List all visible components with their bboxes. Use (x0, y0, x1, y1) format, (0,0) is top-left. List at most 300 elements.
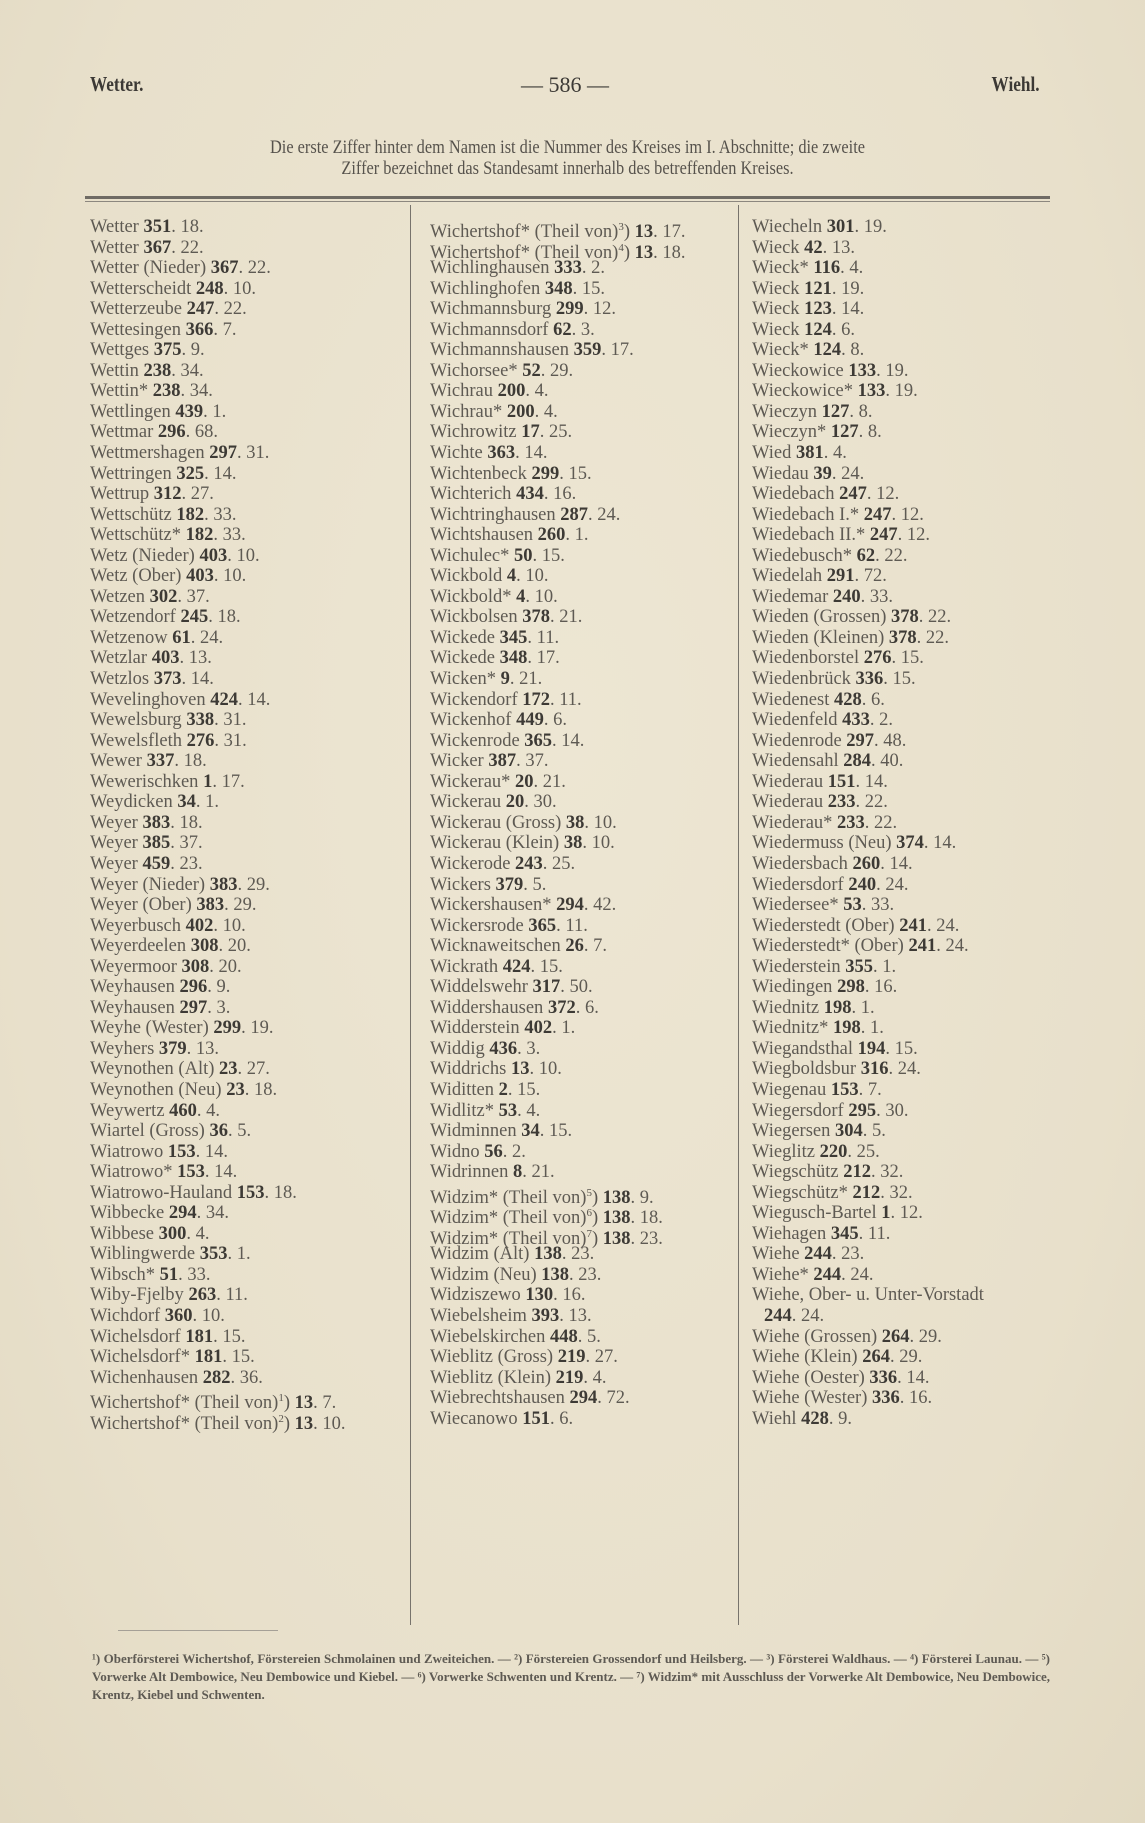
index-entry: Wetzendorf 245. 18. (90, 607, 241, 628)
standesamt-number: 4. (832, 443, 847, 464)
footnote-ref: 6 (586, 1207, 592, 1220)
kreis-number: 373 (153, 669, 182, 690)
kreis-number: 1 (203, 771, 213, 792)
place-name: Wichtenbeck (430, 463, 527, 484)
standesamt-number: 17. (662, 222, 686, 243)
standesamt-number: 9. (639, 1187, 654, 1208)
place-name: Wichmannshausen (430, 340, 569, 361)
place-name: Wichorsee* (430, 360, 518, 381)
place-name: Wiederstedt (Ober) (752, 915, 895, 936)
kreis-number: 348 (499, 648, 528, 669)
index-entry: Widzim* (Theil von)$^7$) 138. 23. (430, 1227, 663, 1249)
standesamt-number: 36. (239, 1367, 263, 1388)
index-column-1 (90, 217, 390, 1434)
standesamt-number: 5. (532, 874, 547, 895)
kreis-number: 241 (908, 936, 937, 957)
place-name: Wiegschütz (752, 1162, 839, 1183)
kreis-number: 351 (143, 217, 172, 237)
kreis-number: 17 (521, 422, 540, 443)
index-entry: Wiederau* 233. 22. (752, 812, 898, 833)
index-entry: Wichtshausen 260. 1. (430, 525, 589, 546)
kreis-number: 276 (863, 648, 892, 669)
place-name: Wettin* (90, 381, 149, 402)
place-name: Wiehe (752, 1244, 800, 1265)
standesamt-number: 12. (592, 299, 616, 320)
index-entry: Wiehe (Grossen) 264. 29. (752, 1326, 942, 1347)
standesamt-number: 14. (204, 1141, 228, 1162)
standesamt-number: 4. (592, 1367, 607, 1388)
index-entry: Wickershausen* 294. 42. (430, 895, 617, 916)
index-entry: Wieglitz 220. 25. (752, 1141, 880, 1162)
standesamt-number: 29. (549, 360, 574, 381)
place-name: Wichenhausen (90, 1367, 199, 1388)
place-name: Wichtringhausen (430, 504, 556, 525)
place-name: Wiedebach (752, 484, 835, 505)
kreis-number: 284 (843, 751, 871, 772)
place-name: Wiegandsthal (752, 1038, 853, 1059)
index-entry: Wevelinghoven 424. 14. (90, 689, 271, 710)
place-name: Wichmannsdorf (430, 319, 549, 340)
kreis-number: 297 (846, 730, 875, 751)
place-name: Wiehe (Klein) (752, 1347, 858, 1368)
place-name: Wiedersee* (752, 895, 839, 916)
kreis-number: 20 (515, 771, 534, 792)
standesamt-number: 1. (561, 1018, 576, 1039)
standesamt-number: 18. (180, 217, 204, 237)
index-entry: Wewerischken 1. 17. (90, 771, 245, 792)
standesamt-number: 10. (223, 566, 247, 587)
kreis-number: 304 (834, 1121, 863, 1142)
place-name: Wetzlar (90, 648, 148, 669)
place-name: Wichertshof* (Theil von) (90, 1413, 279, 1434)
place-name: Wickbold* (430, 586, 512, 607)
standesamt-number: 9. (190, 340, 205, 361)
index-entry: Wicken* 9. 21. (430, 669, 543, 690)
column-divider-1 (410, 205, 411, 1625)
place-name: Wickers (430, 874, 491, 895)
kreis-number: 367 (210, 258, 239, 279)
place-name: Wevelinghoven (90, 689, 206, 710)
kreis-number: 56 (484, 1141, 503, 1162)
place-name: Wichrau (430, 381, 493, 402)
standesamt-number: 15. (894, 1038, 918, 1059)
standesamt-number: 1. (860, 997, 875, 1018)
place-name: Wiebelskirchen (430, 1326, 546, 1347)
standesamt-number: 14. (933, 833, 957, 854)
standesamt-number: 13. (831, 237, 856, 258)
index-entry: Wickerau (Gross) 38. 10. (430, 812, 617, 833)
column-divider-2 (738, 205, 739, 1625)
place-name: Wickerode (430, 853, 511, 874)
kreis-number: 238 (152, 381, 181, 402)
index-entry: Weywertz 460. 4. (90, 1100, 221, 1121)
index-entry: Wiederau 151. 14. (752, 771, 888, 792)
index-entry: Wichelsdorf 181. 15. (90, 1326, 246, 1347)
index-entry: Wiegboldsbur 316. 24. (752, 1059, 921, 1080)
standesamt-number: 29. (233, 895, 257, 916)
kreis-number: 34 (521, 1121, 540, 1142)
kreis-number: 294 (168, 1203, 197, 1224)
standesamt-number: 19. (863, 217, 887, 237)
place-name: Wiedersdorf (752, 874, 844, 895)
index-entry: Wiblingwerde 353. 1. (90, 1244, 251, 1265)
standesamt-number: 8. (867, 422, 882, 443)
kreis-number: 151 (522, 1408, 550, 1429)
kreis-number: 8 (513, 1162, 523, 1183)
index-entry: Wicker 387. 37. (430, 751, 549, 772)
standesamt-number: 15. (548, 1121, 573, 1142)
kreis-number: 448 (549, 1326, 578, 1347)
place-name: Wiedersbach (752, 853, 848, 874)
kreis-number: 1 (881, 1203, 891, 1224)
index-entry: Wiegschütz 212. 32. (752, 1162, 904, 1183)
kreis-number: 379 (158, 1038, 187, 1059)
index-entry: Wetzen 302. 37. (90, 586, 210, 607)
standesamt-number: 16. (909, 1388, 933, 1409)
index-entry: Wiedenrode 297. 48. (752, 730, 907, 751)
index-entry: Wiedebach I.* 247. 12. (752, 504, 924, 525)
index-entry: Wiedebusch* 62. 22. (752, 545, 908, 566)
index-entry: Wiederstein 355. 1. (752, 956, 897, 977)
place-name: Weynothen (Alt) (90, 1059, 215, 1080)
index-entry: Widno 56. 2. (430, 1141, 526, 1162)
place-name: Wichmannsburg (430, 299, 552, 320)
kreis-number: 219 (555, 1367, 584, 1388)
standesamt-number: 19. (894, 381, 918, 402)
kreis-number: 424 (502, 956, 531, 977)
place-name: Wiehe* (752, 1264, 809, 1285)
index-entry: Widitten 2. 15. (430, 1079, 541, 1100)
kreis-number: 62 (553, 319, 572, 340)
standesamt-number: 13. (188, 648, 212, 669)
standesamt-number: 25. (548, 422, 573, 443)
place-name: Wieck (752, 299, 800, 320)
standesamt-number: 31. (246, 443, 270, 464)
place-name: Wiby-Fjelby (90, 1285, 184, 1306)
footnote-ref: 4 (618, 241, 624, 254)
index-entry: Wiedersee* 53. 33. (752, 895, 895, 916)
kreis-number: 130 (525, 1285, 554, 1306)
index-entry: Weyhe (Wester) 299. 19. (90, 1018, 274, 1039)
kreis-number: 308 (181, 956, 210, 977)
index-column-3 (752, 217, 1082, 1429)
place-name: Widno (430, 1141, 480, 1162)
kreis-number: 241 (899, 915, 927, 936)
kreis-number: 260 (537, 525, 566, 546)
standesamt-number: 15. (222, 1326, 246, 1347)
place-name: Wieck (752, 278, 800, 299)
standesamt-number: 34. (180, 360, 204, 381)
place-name: Wiedenfeld (752, 710, 838, 731)
index-entry: Widminnen 34. 15. (430, 1121, 573, 1142)
place-name: Wiehe (Oester) (752, 1367, 865, 1388)
kreis-number: 276 (186, 730, 215, 751)
place-name: Wiederstein (752, 956, 841, 977)
standesamt-number: 10. (222, 915, 246, 936)
place-name: Wettges (90, 340, 150, 361)
place-name: Wewerischken (90, 771, 199, 792)
footnote-ref: 2 (278, 1412, 284, 1425)
index-entry: Wickers 379. 5. (430, 874, 547, 895)
standesamt-number: 1. (205, 792, 220, 813)
index-entry: Weyhausen 296. 9. (90, 977, 231, 998)
standesamt-number: 10. (201, 1305, 225, 1326)
place-name: Wichertshof* (Theil von) (430, 222, 619, 243)
standesamt-number: 8. (858, 401, 873, 422)
place-name: Wickendorf (430, 689, 518, 710)
index-entry: Wichenhausen 282. 36. (90, 1367, 263, 1388)
standesamt-number: 32. (880, 1162, 904, 1183)
place-name: Weyhe (Wester) (90, 1018, 209, 1039)
standesamt-number: 23. (639, 1228, 663, 1249)
kreis-number: 13 (634, 222, 654, 243)
kreis-number: 378 (891, 607, 919, 628)
kreis-number: 13 (294, 1413, 314, 1434)
index-entry: Weyer (Ober) 383. 29. (90, 895, 257, 916)
index-entry: Widderstein 402. 1. (430, 1018, 576, 1039)
index-entry: Wichmannsburg 299. 12. (430, 299, 616, 320)
index-entry: Widrinnen 8. 21. (430, 1162, 555, 1183)
place-name: Wieck (752, 237, 800, 258)
place-name: Widziszewo (430, 1285, 521, 1306)
standesamt-number: 24. (885, 874, 909, 895)
kreis-number: 436 (489, 1038, 518, 1059)
kreis-number: 138 (541, 1264, 569, 1285)
place-name: Wieckowice* (752, 381, 853, 402)
index-entry: Wiedebach II.* 247. 12. (752, 525, 931, 546)
kreis-number: 360 (164, 1305, 193, 1326)
standesamt-number: 14. (247, 689, 271, 710)
place-name: Wieck* (752, 258, 809, 279)
kreis-number: 247 (186, 299, 215, 320)
kreis-number: 13 (634, 242, 654, 263)
index-entry: Wickenrode 365. 14. (430, 730, 585, 751)
index-entry: Wieck 42. 13. (752, 237, 856, 258)
kreis-number: 247 (863, 504, 892, 525)
kreis-number: 127 (821, 401, 850, 422)
place-name: Wichtshausen (430, 525, 534, 546)
standesamt-number: 34. (205, 1203, 229, 1224)
index-entry: Wiegenau 153. 7. (752, 1079, 882, 1100)
kreis-number: 300 (158, 1223, 187, 1244)
index-entry: Wieczyn* 127. 8. (752, 422, 882, 443)
index-entry: Wewer 337. 18. (90, 751, 207, 772)
place-name: Wickershausen* (430, 895, 552, 916)
place-name: Widdelswehr (430, 977, 528, 998)
standesamt-number: 37. (525, 751, 549, 772)
kreis-number: 460 (169, 1100, 197, 1121)
index-entry: Widzim (Neu) 138. 23. (430, 1264, 602, 1285)
index-entry: Wiederau 233. 22. (752, 792, 888, 813)
standesamt-number: 14. (214, 1162, 238, 1183)
place-name: Wiedermuss (Neu) (752, 833, 892, 854)
standesamt-number: 19. (885, 360, 909, 381)
index-entry: Wieblitz (Klein) 219. 4. (430, 1367, 607, 1388)
index-entry: Wickerau 20. 30. (430, 792, 557, 813)
place-name: Wiederau (752, 792, 824, 813)
place-name: Wewer (90, 751, 142, 772)
index-entry: Wetter (Nieder) 367. 22. (90, 258, 271, 279)
place-name: Wiederstedt* (Ober) (752, 936, 904, 957)
index-entry: 244. 24. (764, 1305, 825, 1326)
index-entry: Wiegersdorf 295. 30. (752, 1100, 909, 1121)
standesamt-number: 23. (841, 1244, 865, 1265)
running-head-left: Wetter. (90, 72, 144, 96)
index-entry: Wieczyn 127. 8. (752, 401, 873, 422)
kreis-number: 299 (531, 463, 560, 484)
kreis-number: 34 (177, 792, 196, 813)
standesamt-number: 5. (871, 1121, 886, 1142)
index-entry: Wetter 351. 18. (90, 217, 204, 237)
index-entry: Wiecheln 301. 19. (752, 217, 887, 237)
kreis-number: 133 (848, 360, 877, 381)
place-name: Wiednitz* (752, 1018, 829, 1039)
standesamt-number: 24. (897, 1059, 921, 1080)
running-head-right: Wiehl. (991, 72, 1040, 96)
kreis-number: 4 (516, 586, 526, 607)
index-entry: Weyer 459. 23. (90, 853, 203, 874)
place-name: Wieckowice (752, 360, 844, 381)
standesamt-number: 16. (562, 1285, 586, 1306)
kreis-number: 439 (175, 401, 204, 422)
standesamt-number: 21. (559, 607, 583, 628)
place-name: Wichelsdorf* (90, 1347, 190, 1368)
standesamt-number: 24. (850, 1264, 874, 1285)
place-name: Wiebelsheim (430, 1305, 527, 1326)
place-name: Wichulec* (430, 545, 510, 566)
index-entry: Widlitz* 53. 4. (430, 1100, 541, 1121)
index-entry: Wetzlos 373. 14. (90, 669, 214, 690)
place-name: Wiegschütz* (752, 1182, 848, 1203)
kreis-number: 381 (795, 443, 824, 464)
place-name: Weyer (90, 853, 138, 874)
kreis-number: 200 (497, 381, 526, 402)
place-name: Wieck* (752, 340, 809, 361)
standesamt-number: 17. (536, 648, 560, 669)
place-name: Weyerdeelen (90, 936, 187, 957)
standesamt-number: 31. (223, 710, 247, 731)
kreis-number: 220 (819, 1141, 848, 1162)
standesamt-number: 23. (571, 1244, 595, 1265)
kreis-number: 263 (188, 1285, 217, 1306)
standesamt-number: 4. (849, 258, 864, 279)
index-entry: Widdelswehr 317. 50. (430, 977, 593, 998)
place-name: Wieczyn* (752, 422, 827, 443)
index-entry: Wiednitz 198. 1. (752, 997, 875, 1018)
kreis-number: 428 (833, 689, 862, 710)
kreis-number: 244 (804, 1244, 832, 1265)
place-name: Wewelsfleth (90, 730, 183, 751)
index-entry: Wettmar 296. 68. (90, 422, 218, 443)
kreis-number: 287 (560, 504, 589, 525)
index-entry: Wickenhof 449. 6. (430, 710, 567, 731)
place-name: Wicker (430, 751, 484, 772)
kreis-number: 317 (532, 977, 561, 998)
standesamt-number: 72. (863, 566, 887, 587)
standesamt-number: 10. (593, 812, 617, 833)
index-entry: Wiederstedt (Ober) 241. 24. (752, 915, 960, 936)
index-entry: Wichrau* 200. 4. (430, 401, 558, 422)
kreis-number: 383 (209, 874, 238, 895)
place-name: Wiatrowo (90, 1141, 164, 1162)
place-name: Wiecanowo (430, 1408, 518, 1429)
standesamt-number: 48. (883, 730, 907, 751)
index-entry: Wichmannshausen 359. 17. (430, 340, 634, 361)
index-entry: Wiegschütz* 212. 32. (752, 1182, 913, 1203)
place-name: Wibbese (90, 1223, 154, 1244)
place-name: Widderstein (430, 1018, 520, 1039)
standesamt-number: 72. (606, 1388, 630, 1409)
index-entry: Wieck 121. 19. (752, 278, 865, 299)
kreis-number: 52 (522, 360, 541, 381)
place-name: Wettmershagen (90, 443, 205, 464)
kreis-number: 198 (832, 1018, 861, 1039)
standesamt-number: 11. (225, 1285, 248, 1306)
index-entry: Wiby-Fjelby 263. 11. (90, 1285, 248, 1306)
standesamt-number: 14. (213, 463, 237, 484)
standesamt-number: 33. (187, 1264, 211, 1285)
index-entry: Wiegusch-Bartel 1. 12. (752, 1203, 923, 1224)
kreis-number: 240 (848, 874, 877, 895)
standesamt-number: 5. (586, 1326, 601, 1347)
kreis-number: 433 (842, 710, 870, 731)
standesamt-number: 19. (841, 278, 865, 299)
standesamt-number: 11. (559, 689, 582, 710)
kreis-number: 200 (506, 401, 535, 422)
standesamt-number: 6. (870, 689, 885, 710)
place-name: Widdrichs (430, 1059, 507, 1080)
index-entry: Wewelsfleth 276. 31. (90, 730, 247, 751)
kreis-number: 36 (209, 1121, 228, 1142)
intro-line-2: Ziffer bezeichnet das Standesamt innerhalb des betreffenden Kreises. (341, 158, 794, 179)
place-name: Wettschütz* (90, 525, 181, 546)
place-name: Wiedebusch* (752, 545, 852, 566)
standesamt-number: 19. (250, 1018, 274, 1039)
standesamt-number: 5. (237, 1121, 252, 1142)
standesamt-number: 17. (610, 340, 634, 361)
kreis-number: 378 (522, 607, 550, 628)
place-name: Wickerau (Klein) (430, 833, 560, 854)
kreis-number: 123 (804, 299, 832, 320)
index-entry: Wettin* 238. 34. (90, 381, 213, 402)
kreis-number: 297 (179, 997, 208, 1018)
index-entry: Wichmannsdorf 62. 3. (430, 319, 595, 340)
kreis-number: 38 (565, 812, 585, 833)
standesamt-number: 18. (183, 751, 207, 772)
index-entry: Wiedenborstel 276. 15. (752, 648, 924, 669)
index-entry: Wiebrechtshausen 294. 72. (430, 1388, 630, 1409)
kreis-number: 403 (151, 648, 180, 669)
index-entry: Wichrowitz 17. 25. (430, 422, 573, 443)
index-entry: Wettin 238. 34. (90, 360, 204, 381)
index-entry: Widdig 436. 3. (430, 1038, 541, 1059)
place-name: Wiedebach I.* (752, 504, 860, 525)
kreis-number: 296 (179, 977, 208, 998)
index-entry: Wetterzeube 247. 22. (90, 299, 247, 320)
index-entry: Wiatrowo-Hauland 153. 18. (90, 1182, 297, 1203)
index-entry: Wiartel (Gross) 36. 5. (90, 1121, 252, 1142)
kreis-number: 264 (881, 1326, 910, 1347)
standesamt-number: 24. (945, 936, 969, 957)
place-name: Wiedingen (752, 977, 833, 998)
place-name: Wiederau (752, 771, 824, 792)
index-entry: Wibsch* 51. 33. (90, 1264, 211, 1285)
header-rule (85, 196, 1050, 199)
kreis-number: 403 (186, 566, 214, 587)
place-name: Widdig (430, 1038, 485, 1059)
kreis-number: 212 (852, 1182, 881, 1203)
standesamt-number: 10. (232, 278, 256, 299)
